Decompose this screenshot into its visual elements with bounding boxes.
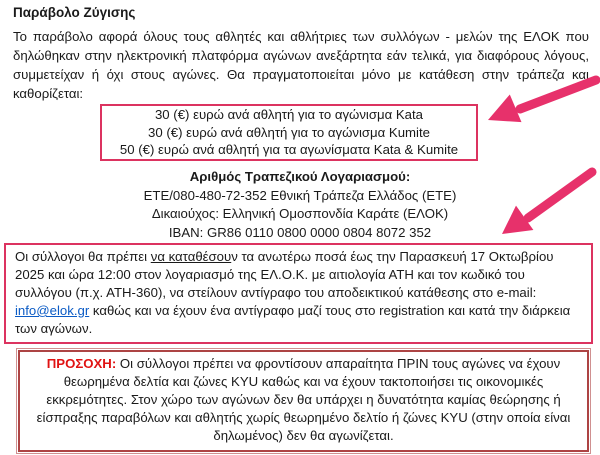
- deposit-instructions-box: [4, 243, 593, 344]
- bank-heading: Αριθμός Τραπεζικού Λογαριασμού:: [189, 169, 411, 184]
- intro-paragraph: Το παράβολο αφορά όλους τους αθλητές και αθλήτριες των συλλόγων - μελών της ΕΛΟΚ που δηλώθηκαν στην ηλεκτρονική πλατφόρμα αγώνων ανεξάρτητα εάν τελικά, για διαφόρους λόγους, συμμετείχαν ή όχι στους αγώνες. Θα πραγματοποιείται μόνο με κατάθεση στην τράπεζα και καθορίζεται:: [13, 29, 589, 101]
- arrow-annotation-left-icon: [480, 72, 600, 134]
- deposit-text-underlined: να καταθέσου: [150, 249, 232, 264]
- bank-line-iban: IBAN: GR86 0110 0800 0000 0804 8072 352: [168, 224, 432, 240]
- bank-line-beneficiary: Δικαιούχος: Ελληνική Ομοσπονδία Καράτε (ΕΛΟΚ): [151, 206, 449, 221]
- warning-text: Οι σύλλογοι πρέπει να φροντίσουν απαραίτητα ΠΡΙΝ τους αγώνες να έχουν θεωρημένα δελτία και ζώνες KYU καθώς και να έχουν τακτοποιήσει τις οικονομικές εκκρεμότητες. Στον χώρο των αγώνων δεν θα υπάρχει η δυνατότητα καμίας θεώρησης ή είσπραξης παραβόλων και αθλητής χωρίς θεωρημένο δελτίο ή ζώνες KYU (στην οποία είναι δηλωμένος) δεν θα αγωνίζεται.: [36, 356, 571, 443]
- arrow-annotation-down-left-icon: [486, 166, 598, 244]
- deposit-text-tail: καθώς και να έχουν ένα αντίγραφο μαζί τους στο registration και κατά την διάρκεια των αγώνων.: [15, 303, 571, 336]
- fee-line-kumite: 30 (€) ευρώ ανά αθλητή για το αγώνισμα Kumite: [148, 124, 430, 140]
- deposit-text-lead: Οι σύλλογοι θα πρέπει: [15, 249, 151, 264]
- bank-line-account: ΕΤΕ/080-480-72-352 Εθνική Τράπεζα Ελλάδος (ΕΤΕ): [143, 187, 457, 203]
- email-link[interactable]: info@elok.gr: [15, 303, 90, 318]
- page-title: Παράβολο Ζύγισης: [13, 5, 136, 20]
- warning-label: ΠΡΟΣΟΧΗ:: [46, 356, 117, 371]
- deposit-text-middle: ν τα ανωτέρω ποσά έως την Παρασκευή 17 Οκτωβρίου 2025 και ώρα 12:00 στον λογαριασμό της ΕΛ.Ο.Κ. με αιτιολογία ΑΤΗ και τον κωδικό του συλλόγου (π.χ. ΑΤΗ-360), να στείλουν αντίγραφο του αποδεικτικού κατάθεσης στο e-mail:: [15, 249, 554, 300]
- warning-box: [16, 348, 591, 454]
- fee-line-kata: 30 (€) ευρώ ανά αθλητή για το αγώνισμα Kata: [154, 107, 424, 123]
- fee-line-kata-kumite: 50 (€) ευρώ ανά αθλητή για τα αγωνίσματα Kata & Kumite: [119, 142, 459, 158]
- warning-box-inner: [18, 350, 589, 452]
- fee-box: [100, 104, 478, 161]
